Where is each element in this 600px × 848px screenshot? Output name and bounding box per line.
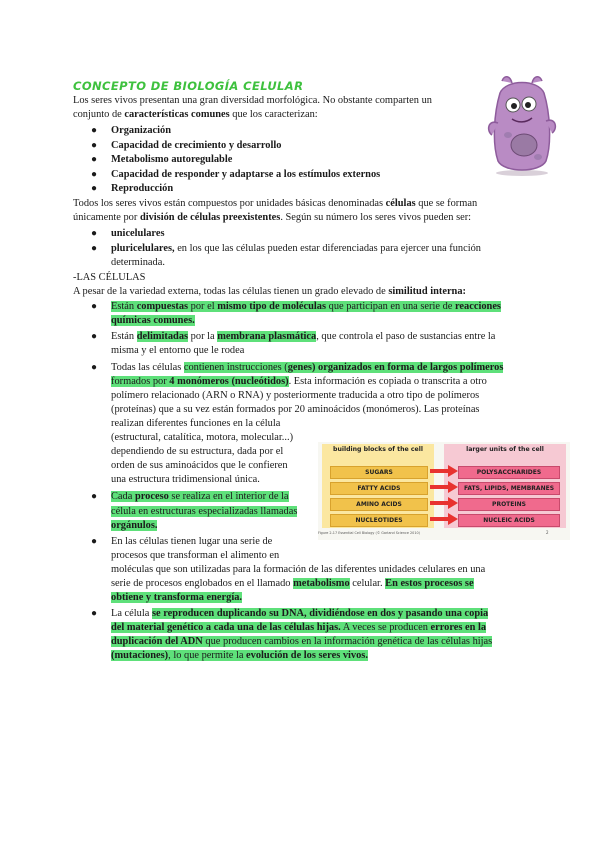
bullet-genes-line-8: orden de sus aminoácidos que le confieren [111,460,288,471]
bullet-icon: ● [91,243,98,254]
bullet-icon: ● [91,228,98,239]
characteristic-item: Organización [111,125,172,136]
left-header: building blocks of the cell [333,446,423,453]
figure-caption: Figure 2-17 Essential Cell Biology (© Garland Science 2010) [318,531,420,535]
bullet-genes-line-2: formados por 4 monómeros (nucleótidos). Esta información es copiada o transcrita a otro [111,376,487,387]
intro-line-2: conjunto de características comunes que los caracterizan: [73,109,318,120]
bullet-metabolism-line-2: procesos que transforman el alimento en [111,550,280,561]
right-header: larger units of the cell [466,446,544,453]
characteristic-item: Reproducción [111,183,174,194]
page-title: CONCEPTO DE BIOLOGÍA CELULAR [73,79,304,93]
bullet-genes-line-1: Todas las células contienen instrucciones (genes) organizados en forma de largos polímeros [111,362,504,373]
characteristic-item: Capacidad de responder y adaptarse a los estímulos externos [111,169,381,180]
bullet-membrane-line-1: Están delimitadas por la membrana plasmática, que controla el paso de sustancias entre la [111,331,496,342]
bullet-genes-line-6: (estructural, catalítica, motora, molecular...) [111,432,294,443]
figure-page-number: 2 [546,530,549,535]
larger-unit-proteins: PROTEINS [458,498,560,511]
bullet-genes-line-4: (proteínas) que a su vez están formados por 20 aminoácidos (monómeros). Las proteínas [111,404,480,415]
characteristic-item: Metabolismo autoregulable [111,154,233,165]
arrows-icon [428,464,460,530]
larger-unit-polysaccharides: POLYSACCHARIDES [458,466,560,479]
building-block-fatty-acids: FATTY ACIDS [330,482,428,495]
bullet-reproduction-line-4: (mutaciones), lo que permite la evolución de los seres vivos. [111,650,368,661]
intro-line-1: Los seres vivos presentan una gran diversidad morfológica. No obstante comparten un [73,95,432,106]
bullet-icon: ● [91,362,98,373]
similarity-line: A pesar de la variedad externa, todas las células tienen un grado elevado de similitud interna: [73,286,466,297]
bullet-reproduction-line-2: del material genético a cada una de las células hijas. A veces se producen errores en la [111,622,487,633]
building-block-amino-acids: AMINO ACIDS [330,498,428,511]
building-block-nucleotides: NUCLEOTIDES [330,514,428,527]
cells-paragraph-line-2: únicamente por división de células preexistentes. Según su número los seres vivos pueden ser: [73,212,472,223]
cell-type-multicellular-cont: determinada. [111,257,165,268]
bullet-reproduction-line-1: La célula se reproducen duplicando su DNA, dividiéndose en dos y pasando una copia [111,608,489,619]
bullet-genes-line-3: polímero relacionado (ARN o RNA) y posteriormente traducida a otro tipo de polímeros [111,390,480,401]
cell-type-multicellular: pluricelulares, en los que las células pueden estar diferenciadas para ejercer una función [111,243,481,254]
bullet-icon: ● [91,154,98,165]
cell-building-blocks-figure [318,442,570,540]
bullet-genes-line-7: dependiendo de su estructura, dada por el [111,446,284,457]
bullet-icon: ● [91,536,98,547]
bullet-molecules-line-1: Están compuestas por el mismo tipo de moléculas que participan en una serie de reacciones [111,301,501,312]
bullet-membrane-line-2: misma y el entorno que le rodea [111,345,245,356]
bullet-genes-line-5: realizan diferentes funciones en la célula [111,418,281,429]
cell-mascot-illustration [484,73,560,177]
bullet-metabolism-line-3: moléculas que son utilizadas para la formación de las diferentes unidades celulares en una [111,564,486,575]
building-block-sugars: SUGARS [330,466,428,479]
larger-unit-nucleic-acids: NUCLEIC ACIDS [458,514,560,527]
bullet-metabolism-line-4: serie de procesos englobados en el llamado metabolismo celular. En estos procesos se [111,578,474,589]
bullet-organelles-line-1: Cada proceso se realiza en el interior de la [111,491,289,502]
section-heading: -LAS CÉLULAS [73,272,146,283]
bullet-icon: ● [91,608,98,619]
bullet-icon: ● [91,301,98,312]
bullet-icon: ● [91,491,98,502]
larger-unit-fats: FATS, LIPIDS, MEMBRANES [458,482,560,495]
bullet-molecules-line-2: químicas comunes. [111,315,195,326]
bullet-reproduction-line-3: duplicación del ADN que producen cambios en la información genética de las células hijas [111,636,493,647]
cell-type-unicellular: unicelulares [111,228,165,239]
bullet-organelles-line-3: orgánulos. [111,520,158,531]
cells-paragraph-line-1: Todos los seres vivos están compuestos por unidades básicas denominadas células que se forman [73,198,478,209]
bullet-metabolism-line-5: obtiene y transforma energía. [111,592,243,603]
bullet-icon: ● [91,125,98,136]
bullet-metabolism-line-1: En las células tienen lugar una serie de [111,536,273,547]
characteristic-item: Capacidad de crecimiento y desarrollo [111,140,282,151]
bullet-icon: ● [91,331,98,342]
bullet-icon: ● [91,183,98,194]
bullet-icon: ● [91,140,98,151]
bullet-icon: ● [91,169,98,180]
bullet-genes-line-9: una estructura tridimensional única. [111,474,260,485]
bullet-organelles-line-2: célula en estructuras especializadas llamadas [111,506,298,517]
